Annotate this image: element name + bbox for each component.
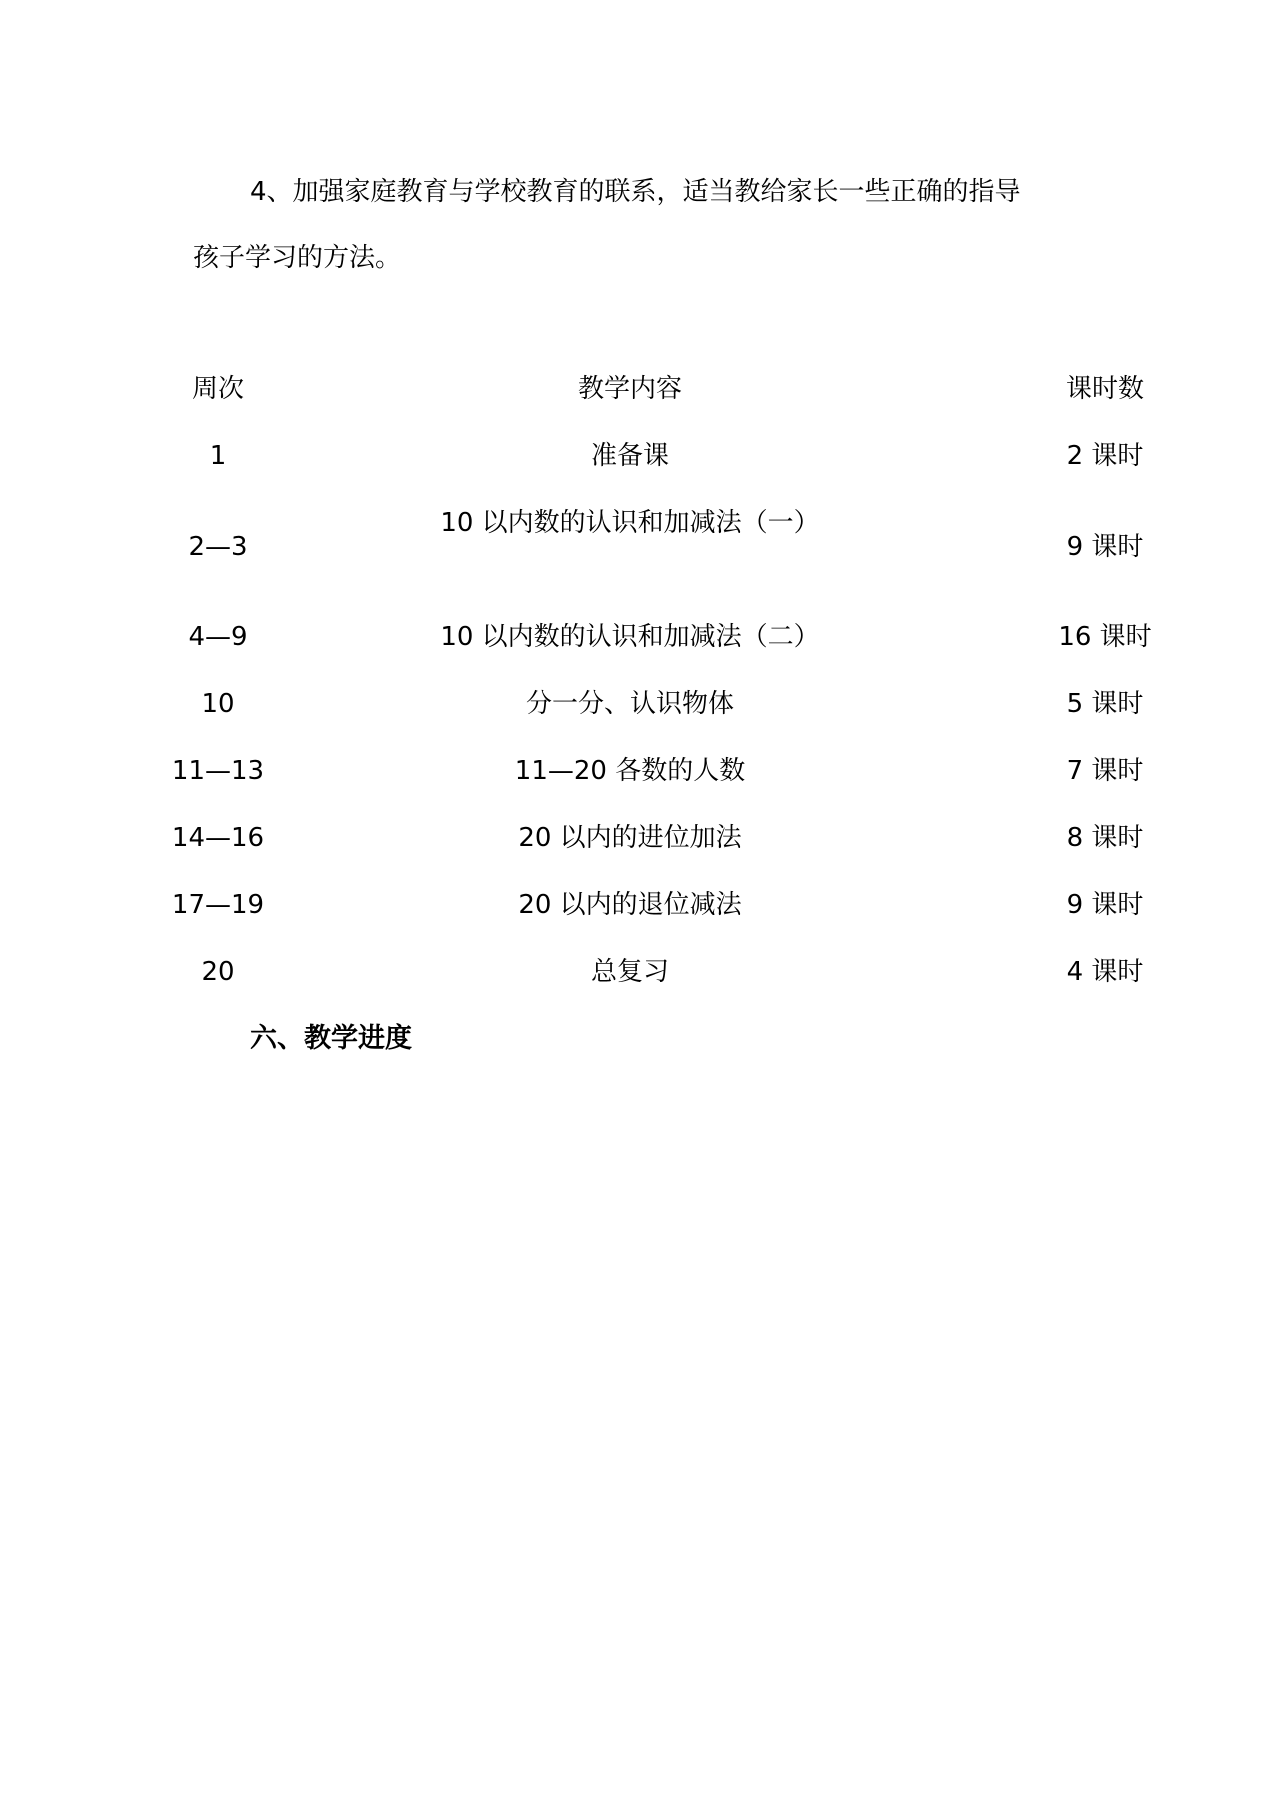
table-cell-content: 总复习 — [590, 957, 669, 987]
table-cell-week: 14—16 — [171, 823, 265, 853]
header-hours: 课时数 — [1065, 374, 1144, 404]
section-heading: 六、教学进度 — [250, 1023, 412, 1054]
table-cell-content: 10 以内数的认识和加减法（一） — [440, 508, 820, 538]
table-cell-hours: 16 课时 — [1058, 622, 1152, 652]
table-cell-content: 分一分、认识物体 — [525, 689, 734, 719]
table-cell-hours: 9 课时 — [1066, 532, 1144, 562]
header-week: 周次 — [191, 374, 244, 404]
table-cell-week: 10 — [201, 689, 235, 719]
table-cell-hours: 2 课时 — [1066, 441, 1144, 471]
table-cell-week: 2—3 — [188, 532, 248, 562]
paragraph-line-2: 孩子学习的方法。 — [193, 243, 402, 273]
table-cell-week: 20 — [201, 957, 235, 987]
table-cell-hours: 9 课时 — [1066, 890, 1144, 920]
table-cell-content: 11—20 各数的人数 — [514, 756, 746, 786]
table-cell-week: 11—13 — [171, 756, 265, 786]
table-cell-hours: 8 课时 — [1066, 823, 1144, 853]
table-cell-content: 20 以内的进位加法 — [518, 823, 742, 853]
table-cell-content: 10 以内数的认识和加减法（二） — [440, 622, 820, 652]
table-cell-hours: 7 课时 — [1066, 756, 1144, 786]
table-cell-week: 1 — [209, 441, 227, 471]
table-cell-hours: 5 课时 — [1066, 689, 1144, 719]
table-cell-content: 20 以内的退位减法 — [518, 890, 742, 920]
paragraph-line-1: 4、加强家庭教育与学校教育的联系，适当教给家长一些正确的指导 — [250, 177, 1021, 207]
table-cell-week: 4—9 — [188, 622, 248, 652]
header-content: 教学内容 — [577, 374, 682, 404]
table-cell-hours: 4 课时 — [1066, 957, 1144, 987]
table-cell-content: 准备课 — [590, 441, 669, 471]
table-cell-week: 17—19 — [171, 890, 265, 920]
